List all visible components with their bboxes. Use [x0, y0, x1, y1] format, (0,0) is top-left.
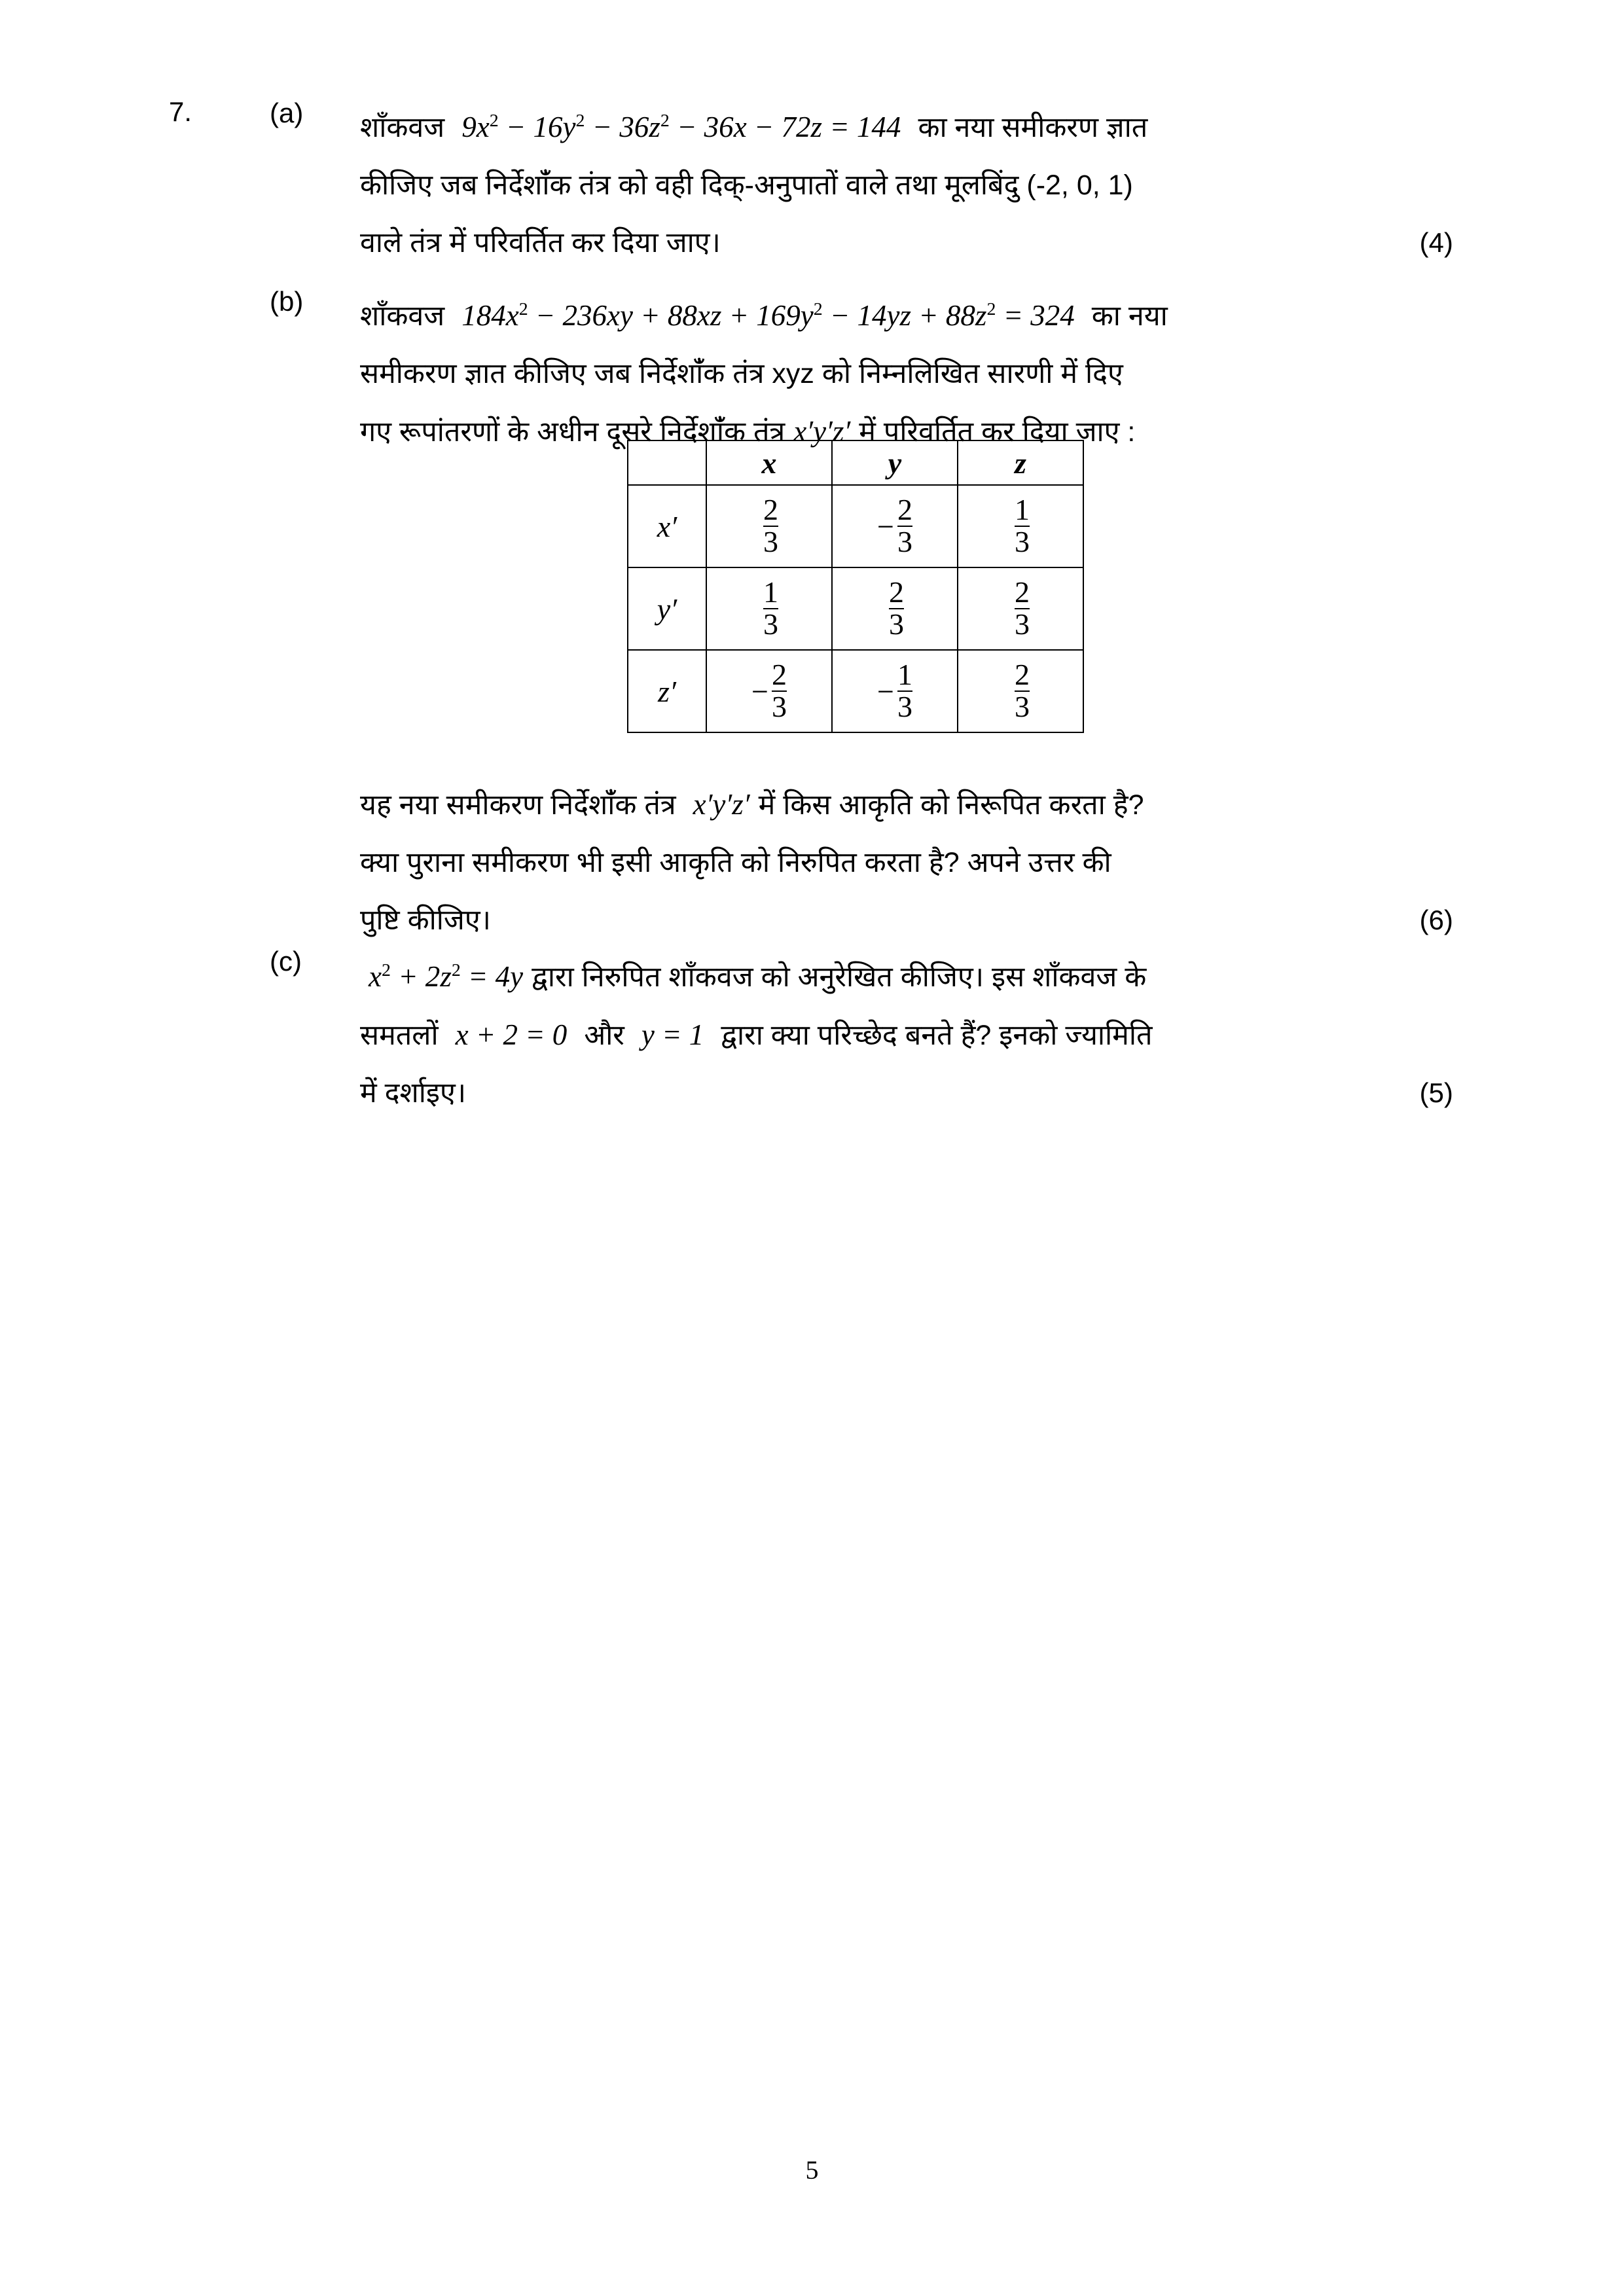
table-cell-r2c0	[706, 650, 832, 732]
table-row-header-zprime: z′	[628, 650, 706, 732]
part-b-after-line1-post: में किस आकृति को निरूपित करता है?	[758, 789, 1144, 821]
table-cell-r0c1	[832, 485, 958, 567]
numerator: 1	[1015, 493, 1030, 527]
numerator: 1	[897, 658, 912, 692]
part-c-equation-1: $x^2 + 2z^2 = 4y$	[369, 960, 524, 993]
part-c-equation-3: y = 1	[641, 1018, 704, 1051]
part-c-line3-text: में दर्शाइए।	[360, 1077, 467, 1109]
part-c-line-1	[360, 948, 1453, 1006]
table-cell-r1c1	[832, 567, 958, 650]
part-c-body	[360, 948, 1453, 1122]
part-c-line2-pre: समतलों	[360, 1020, 439, 1051]
part-b-after-primed-system: x′y′z′	[693, 788, 750, 821]
fraction-r0c1	[897, 495, 912, 558]
denominator: 3	[1015, 525, 1030, 558]
part-c-equation-2: x + 2 = 0	[455, 1018, 568, 1051]
part-c-marks: (5)	[1419, 1077, 1453, 1108]
table-corner-cell	[628, 440, 706, 485]
part-b-after-line3-text: पुष्टि कीजिए।	[360, 905, 491, 936]
part-a-marks: (4)	[1419, 227, 1453, 258]
fraction-r1c0	[763, 577, 778, 640]
part-b-after-line1-pre: यह नया समीकरण निर्देशांँक तंत्र	[360, 789, 676, 821]
part-c-line2-post: द्वारा क्या परिच्छेद बनते हैं? इनको ज्यामिति	[721, 1020, 1153, 1051]
part-c-line-2	[360, 1006, 1453, 1064]
table-cell-r1c2	[958, 567, 1083, 650]
part-label-b: (b)	[270, 286, 304, 317]
table-cell-r2c1	[832, 650, 958, 732]
fraction-r2c0	[772, 660, 787, 723]
sign-r2c1: −	[877, 674, 894, 708]
table-row	[628, 650, 1083, 732]
table-cell-r0c2	[958, 485, 1083, 567]
sign-r0c1: −	[877, 509, 894, 543]
table-row-header-yprime: y′	[628, 567, 706, 650]
part-b-after-line-1	[360, 776, 1453, 834]
table-cell-r0c0	[706, 485, 832, 567]
part-c-line-3	[360, 1064, 1453, 1122]
numerator: 2	[1015, 658, 1030, 692]
part-c-line2-mid: और	[584, 1020, 624, 1051]
part-b-line-1	[360, 287, 1453, 345]
part-b-line3-pre: गए रूपांतरणों के अधीन दूसरे निर्देशांँक तंत्र	[360, 416, 785, 448]
part-b-marks: (6)	[1419, 905, 1453, 935]
part-a-body	[360, 98, 1453, 272]
numerator: 2	[1015, 575, 1030, 609]
denominator: 3	[897, 690, 912, 723]
part-a-line-2: कीजिए जब निर्देशांँक तंत्र को वही दिक्-अनुपातों वाले तथा मूलबिंदु (-2, 0, 1)	[360, 170, 1133, 201]
part-b-line3-post: में परिवर्तित कर दिया जाए :	[859, 416, 1136, 448]
table-cell-r2c2	[958, 650, 1083, 732]
denominator: 3	[897, 525, 912, 558]
table-row	[628, 485, 1083, 567]
denominator: 3	[1015, 690, 1030, 723]
fraction-r1c2	[1015, 577, 1030, 640]
part-b-after-line-3	[360, 891, 1453, 949]
fraction-r0c0	[763, 495, 778, 558]
table-col-header-x: x	[706, 440, 832, 485]
part-b-after-table	[360, 776, 1453, 949]
part-a-line3-text: वाले तंत्र में परिवर्तित कर दिया जाए।	[360, 227, 721, 259]
table-col-header-y: y	[832, 440, 958, 485]
part-b-line-2: समीकरण ज्ञात कीजिए जब निर्देशांँक तंत्र xyz को निम्नलिखित सारणी में दिए	[360, 358, 1123, 389]
denominator: 3	[771, 690, 787, 723]
part-a-line-1	[360, 98, 1453, 156]
denominator: 3	[1015, 607, 1030, 641]
part-a-line-3	[360, 214, 1453, 272]
numerator: 1	[763, 575, 778, 609]
table-row-header-xprime: x′	[628, 485, 706, 567]
part-b-body	[360, 287, 1453, 461]
numerator: 2	[897, 493, 912, 527]
part-a-line1-pre: शॉंकवज	[360, 112, 445, 143]
part-a-line1-post: का नया समीकरण ज्ञात	[918, 112, 1148, 143]
numerator: 2	[771, 658, 787, 692]
fraction-r2c1	[897, 660, 912, 723]
part-c-line1-post: द्वारा निरुपित शॉंकवज को अनुरेखित कीजिए। इस शॉंकवज के	[532, 961, 1147, 993]
fraction-r2c2	[1015, 660, 1030, 723]
fraction-r0c2	[1015, 495, 1030, 558]
part-label-c: (c)	[270, 946, 302, 977]
table-row	[628, 567, 1083, 650]
transformation-table	[627, 440, 1084, 733]
numerator: 2	[763, 493, 778, 527]
fraction-r1c1	[889, 577, 904, 640]
table-cell-r1c0	[706, 567, 832, 650]
part-b-line1-post: का नया	[1091, 300, 1168, 332]
table-header-row	[628, 440, 1083, 485]
numerator: 2	[889, 575, 904, 609]
part-b-after-line-2: क्या पुराना समीकरण भी इसी आकृति को निरुपित करता है? अपने उत्तर की	[360, 847, 1111, 878]
table-col-header-z: z	[958, 440, 1083, 485]
denominator: 3	[763, 607, 778, 641]
part-label-a: (a)	[270, 98, 304, 128]
page-number: 5	[805, 2155, 819, 2185]
part-b-line1-pre: शॉंकवज	[360, 300, 445, 332]
part-a-equation: $9x^2 - 16y^2 - 36z^2 - 36x - 72z = 144$	[461, 111, 901, 143]
denominator: 3	[763, 525, 778, 558]
part-b-equation: $184x^2 - 236xy + 88xz + 169y^2 - 14yz + 88z^2 = 324$	[461, 299, 1075, 332]
question-number: 7.	[169, 96, 192, 127]
transformation-table-wrapper	[627, 440, 1084, 733]
denominator: 3	[889, 607, 904, 641]
sign-r2c0: −	[751, 674, 768, 708]
part-b-primed-system: x′y′z′	[793, 415, 851, 448]
